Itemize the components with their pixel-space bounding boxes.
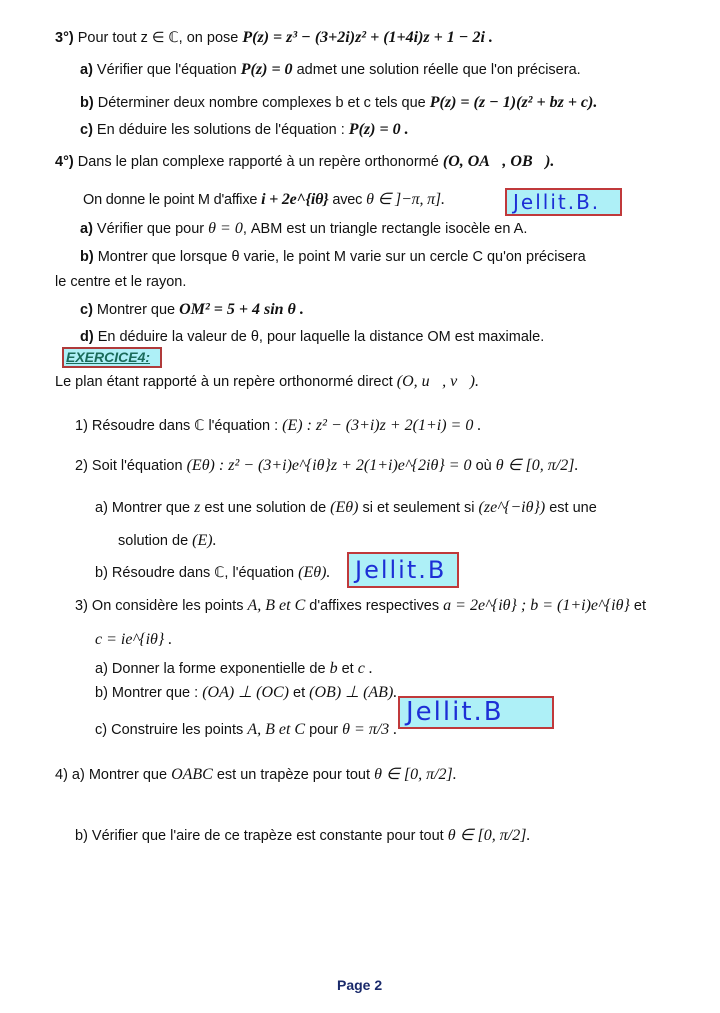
exercise-title: EXERCICE4: — [62, 347, 162, 368]
text: admet une solution réelle que l'on précisera. — [292, 62, 581, 78]
part-3c — [95, 720, 397, 740]
math: OM² = 5 + 4 sin θ . — [179, 301, 304, 318]
math: A, B et C — [247, 597, 306, 614]
page-number: Page 2 — [337, 977, 383, 993]
text: 3) On considère les points — [75, 598, 248, 614]
exercise-intro — [55, 372, 479, 392]
math: θ ∈ ]−π, π]. — [366, 191, 445, 208]
text: et — [289, 685, 310, 701]
text: d'affixes respectives — [305, 598, 444, 614]
text: Montrer que lorsque θ varie, le point M varie sur un cercle C qu'on précisera — [93, 249, 586, 265]
math: c . — [357, 660, 373, 677]
label: 4°) — [55, 154, 74, 170]
label: a) — [80, 62, 93, 78]
math: A, B et C — [247, 721, 306, 738]
question-4 — [55, 152, 554, 172]
text: Vérifier que pour — [92, 221, 209, 237]
math: (ze^{−iθ}) — [478, 499, 546, 516]
text: est une solution de — [200, 500, 331, 516]
math: i + 2e^{iθ} — [261, 191, 329, 208]
math: θ = 0 — [208, 220, 243, 237]
label: 3°) — [55, 30, 74, 46]
label: a) — [80, 221, 93, 237]
text: 2) Soit l'équation — [75, 458, 187, 474]
text: avec — [328, 192, 367, 208]
question-4d — [80, 327, 544, 347]
text: pour — [305, 722, 343, 738]
math: θ ∈ [0, π/2]. — [374, 766, 457, 783]
math: (O, u⃗, v⃗). — [396, 373, 479, 390]
question-3a — [80, 60, 581, 80]
math: θ ∈ [0, π/2]. — [447, 827, 531, 844]
math: (OA) ⊥ (OC) — [202, 684, 289, 701]
text: Montrer que — [92, 302, 180, 318]
text: Déterminer deux nombre complexes b et c tels que — [93, 95, 430, 111]
text: où — [471, 458, 496, 474]
math: (O, OA⃗, OB⃗). — [442, 153, 555, 170]
text: , ABM est un triangle rectangle isocèle en A. — [242, 221, 528, 237]
math: (OB) ⊥ (AB). — [309, 684, 398, 701]
question-4b-cont: le centre et le rayon. — [55, 274, 187, 290]
text: a) Montrer que — [95, 500, 195, 516]
math: (E) : z² − (3+i)z + 2(1+i) = 0 . — [282, 417, 482, 434]
author-stamp: Jellit.B — [398, 696, 554, 729]
text: si et seulement si — [358, 500, 479, 516]
part-3-cont: c = ie^{iθ} . — [95, 631, 173, 648]
math: θ = π/3 . — [342, 721, 398, 738]
text: c) Construire les points — [95, 722, 248, 738]
part-4b — [75, 826, 530, 846]
part-2a — [95, 498, 597, 518]
text: et — [629, 598, 647, 614]
part-4a — [55, 765, 457, 785]
text: Dans le plan complexe rapporté à un repère orthonormé — [73, 154, 443, 170]
label: c) — [80, 122, 93, 138]
text: et — [337, 661, 358, 677]
math: θ ∈ [0, π/2]. — [495, 457, 579, 474]
math: P(z) = z³ − (3+2i)z² + (1+4i)z + 1 − 2i . — [242, 29, 493, 46]
math: (Eθ). — [298, 564, 331, 581]
text: solution de — [118, 533, 193, 549]
math: (E). — [192, 532, 217, 549]
text: On donne le point M d'affixe — [83, 192, 262, 208]
text: En déduire la valeur de θ, pour laquelle la distance OM est maximale. — [93, 329, 545, 345]
label: c) — [80, 302, 93, 318]
math: P(z) = 0 . — [348, 121, 409, 138]
text: Le plan étant rapporté à un repère orthonormé direct — [55, 374, 397, 390]
text: b) Vérifier que l'aire de ce trapèze est constante pour tout — [75, 828, 448, 844]
math: a = 2e^{iθ} ; b = (1+i)e^{iθ} — [443, 597, 630, 614]
text: b) Montrer que : — [95, 685, 203, 701]
question-4c — [80, 300, 304, 320]
question-4b — [80, 247, 586, 267]
label: d) — [80, 329, 94, 345]
part-3a — [95, 659, 373, 679]
author-stamp: Jellit.B — [347, 552, 459, 588]
math: b — [329, 660, 338, 677]
math: (Eθ) : z² − (3+i)e^{iθ}z + 2(1+i)e^{2iθ} = 0 — [186, 457, 472, 474]
text: a) Donner la forme exponentielle de — [95, 661, 330, 677]
text: est un trapèze pour tout — [212, 767, 375, 783]
question-3 — [55, 28, 493, 48]
text: En déduire les solutions de l'équation : — [92, 122, 349, 138]
label: b) — [80, 95, 94, 111]
question-4-given — [83, 190, 445, 210]
math: z — [194, 499, 201, 516]
math: P(z) = (z − 1)(z² + bz + c). — [429, 94, 598, 111]
text: b) Résoudre dans ℂ, l'équation — [95, 565, 299, 581]
math: (Eθ) — [330, 499, 359, 516]
text: Vérifier que l'équation — [92, 62, 241, 78]
question-3c — [80, 120, 409, 140]
text: est une — [545, 500, 597, 516]
part-2a-cont — [118, 531, 217, 551]
part-3b — [95, 683, 397, 703]
label: b) — [80, 249, 94, 265]
part-2b — [95, 563, 330, 583]
part-2 — [75, 456, 578, 476]
part-1 — [75, 416, 481, 436]
text: Pour tout z ∈ ℂ, on pose — [73, 30, 243, 46]
author-stamp: Jellit.B. — [505, 188, 622, 216]
text: 1) Résoudre dans ℂ l'équation : — [75, 418, 283, 434]
text: 4) a) Montrer que — [55, 767, 172, 783]
math: OABC — [171, 766, 213, 783]
question-4a — [80, 219, 527, 239]
part-3 — [75, 596, 646, 616]
math: P(z) = 0 — [240, 61, 293, 78]
question-3b — [80, 93, 597, 113]
